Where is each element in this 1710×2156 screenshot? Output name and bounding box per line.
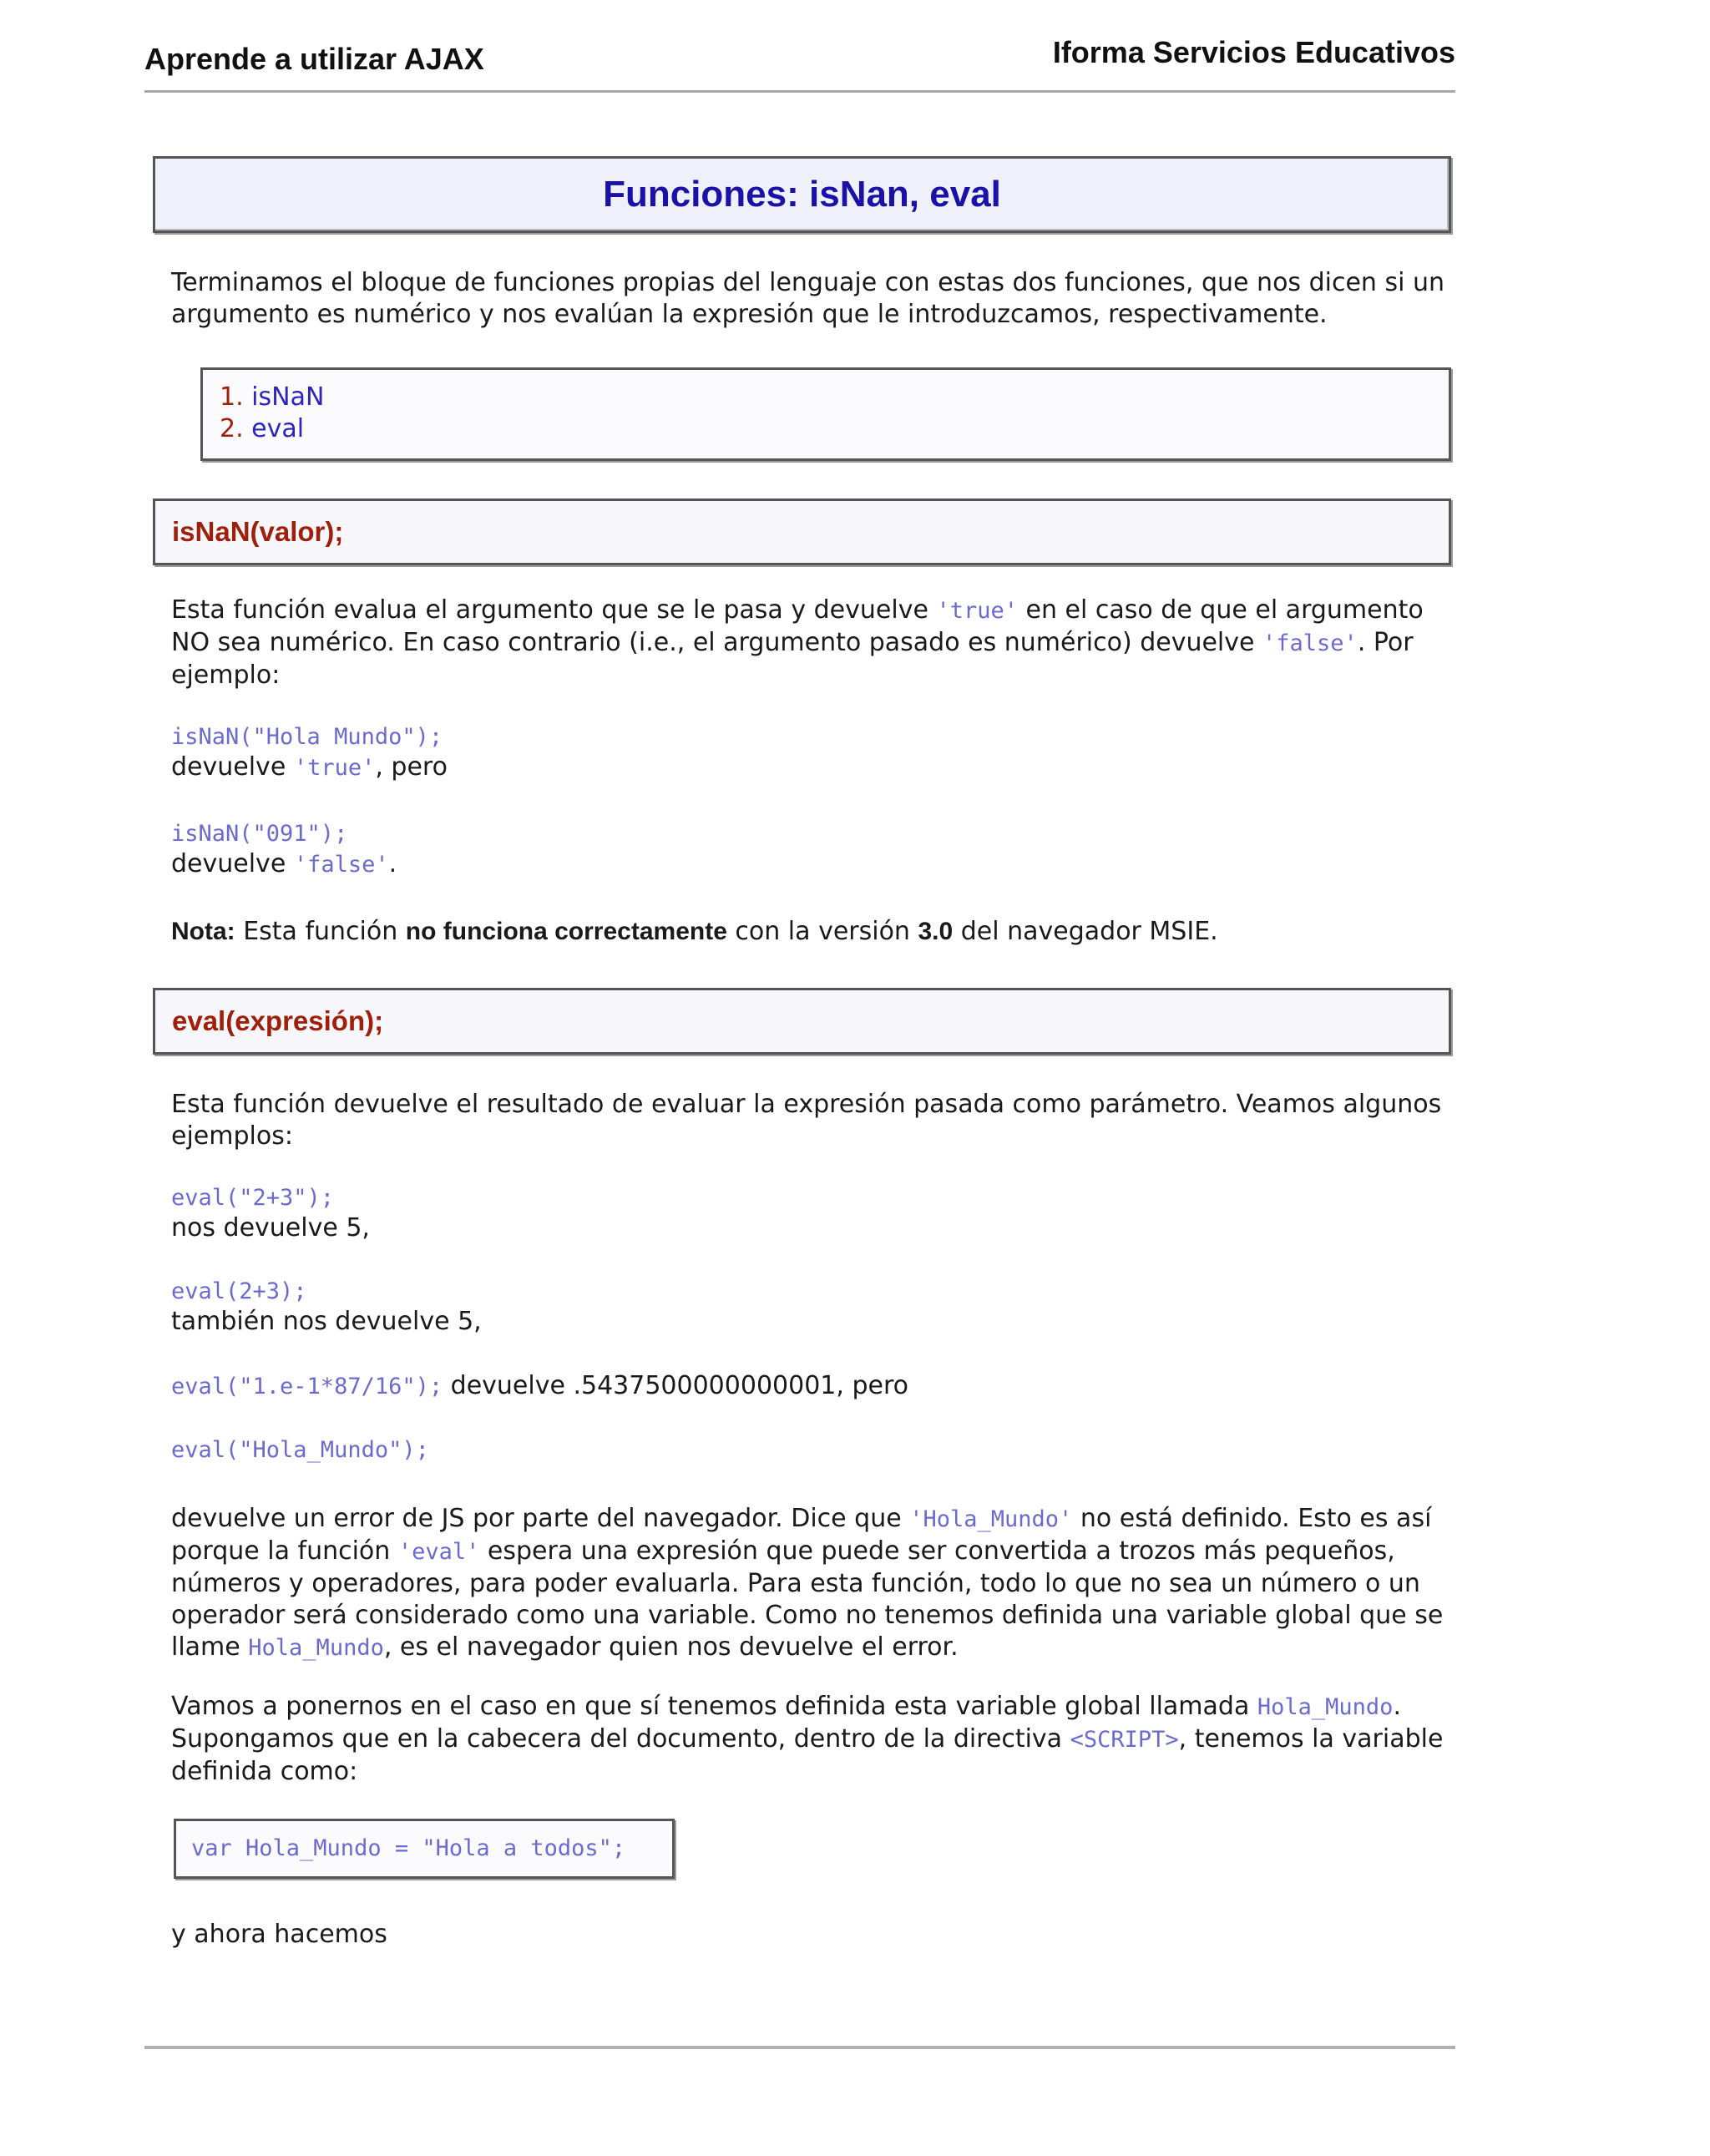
eval-example-1-result: nos devuelve 5, — [171, 1213, 370, 1242]
eval-error-explanation — [171, 1503, 1449, 1664]
inline-code: Hola_Mundo — [1257, 1694, 1394, 1720]
text-run: no está definido. Esto es así porque la función — [171, 1504, 1432, 1566]
text-run: espera una expresión que puede ser convertida a trozos más pequeños, números y operadores, para poder evaluarla. Para esta función, todo lo que no sea un número o un operador será considerado como una variable. Como no tenemos definida una variable global que se llame — [171, 1536, 1444, 1662]
section-title-eval: eval(expresión); — [172, 1005, 384, 1036]
table-of-contents — [200, 367, 1451, 461]
eval-variable-explanation — [171, 1691, 1449, 1788]
text-run: devuelve — [171, 752, 294, 782]
footer-divider — [144, 2046, 1455, 2049]
isnan-example-1-result — [171, 752, 1449, 784]
closing-paragraph: y ahora hacemos — [171, 1920, 387, 1949]
intro-paragraph: Terminamos el bloque de funciones propias del lenguaje con estas dos funciones, que nos dicen si un argumento es numérico y nos evalúan la expresión que le introduzcamos, respectivamente. — [171, 268, 1444, 329]
text-run: . Por ejemplo: — [171, 628, 1414, 690]
code-block-text: var Hola_Mundo = "Hola a todos"; — [191, 1835, 626, 1861]
inline-code: 'false' — [1262, 630, 1358, 656]
text-run: , pero — [375, 752, 448, 782]
inline-code: 'true' — [936, 598, 1018, 624]
isnan-description — [171, 595, 1449, 691]
isnan-example-2-result — [171, 848, 1449, 881]
note-label: Nota: — [171, 918, 235, 945]
text-run: . Supongamos que en la cabecera del documento, dentro de la directiva — [171, 1692, 1401, 1754]
text-run: , tenemos la variable definida como: — [171, 1724, 1444, 1786]
isnan-example-2-code: isNaN("091"); — [171, 821, 348, 847]
eval-example-2-code: eval(2+3); — [171, 1278, 307, 1304]
text-run: con la versión — [726, 917, 918, 946]
note-version: 3.0 — [918, 918, 954, 945]
text-run: . — [388, 849, 397, 878]
eval-example-4-code: eval("Hola_Mundo"); — [171, 1437, 429, 1463]
inline-code: <SCRIPT> — [1070, 1727, 1179, 1753]
text-run: devuelve .5437500000000001, pero — [443, 1371, 908, 1400]
toc-item-eval[interactable] — [220, 413, 304, 445]
isnan-note — [171, 916, 1449, 948]
page-title-box — [153, 156, 1451, 233]
inline-code: 'false' — [293, 852, 389, 878]
page-title: Funciones: isNan, eval — [603, 174, 1001, 215]
text-run: en el caso de que el argumento NO sea numérico. En caso contrario (i.e., el argumento pasado es numérico) devuelve — [171, 595, 1424, 657]
note-emphasis: no funciona correctamente — [405, 918, 727, 945]
code-block — [174, 1819, 675, 1879]
text-run: del navegador MSIE. — [953, 917, 1218, 946]
inline-code: eval("1.e-1*87/16"); — [171, 1374, 443, 1399]
eval-description: Esta función devuelve el resultado de evaluar la expresión pasada como parámetro. Veamos algunos ejemplos: — [171, 1090, 1442, 1151]
inline-code: 'eval' — [397, 1539, 480, 1565]
inline-code: 'Hola_Mundo' — [909, 1506, 1073, 1532]
text-run: Esta función — [235, 917, 406, 946]
eval-example-3 — [171, 1370, 1449, 1403]
section-heading-isnan — [153, 499, 1451, 565]
toc-item-isnan[interactable] — [220, 382, 324, 413]
document-title: Aprende a utilizar AJAX — [144, 42, 484, 76]
inline-code: Hola_Mundo — [248, 1635, 384, 1661]
inline-code: 'true' — [293, 755, 376, 781]
eval-example-1-code: eval("2+3"); — [171, 1185, 335, 1211]
toc-link-isnan[interactable]: isNaN — [251, 382, 325, 412]
section-heading-eval — [153, 988, 1451, 1055]
toc-link-eval[interactable]: eval — [251, 414, 305, 443]
section-title-isnan: isNaN(valor); — [172, 516, 344, 547]
toc-number: 1. — [220, 382, 244, 412]
isnan-example-1-code: isNaN("Hola Mundo"); — [171, 724, 443, 750]
text-run: Vamos a ponernos en el caso en que sí tenemos definida esta variable global llamada — [171, 1692, 1257, 1721]
toc-number: 2. — [220, 414, 244, 443]
text-run: , es el navegador quien nos devuelve el error. — [383, 1632, 959, 1662]
eval-example-2-result: también nos devuelve 5, — [171, 1307, 482, 1336]
text-run: devuelve — [171, 849, 294, 878]
text-run: Esta función evalua el argumento que se le pasa y devuelve — [171, 595, 937, 625]
organization-name: Iforma Servicios Educativos — [1052, 35, 1455, 69]
text-run: devuelve un error de JS por parte del navegador. Dice que — [171, 1504, 910, 1533]
